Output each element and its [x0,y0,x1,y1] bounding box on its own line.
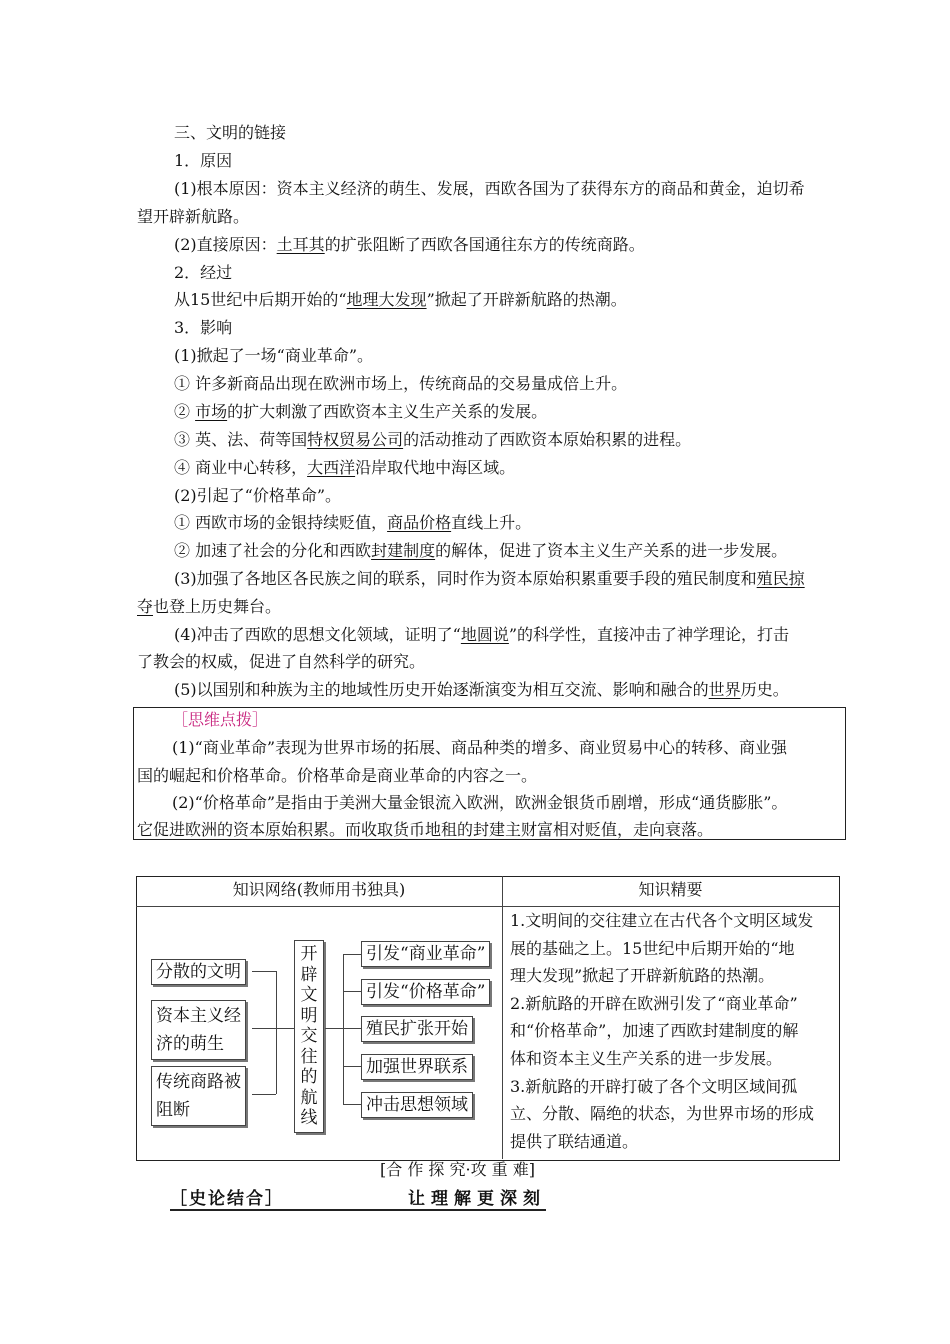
node-capitalism-emerging: 资本主义经 济的萌生 [151,1000,246,1060]
node-new-sea-routes: 开 辟 文 明 交 往 的 航 线 [294,940,324,1133]
effect-1c: ③ 英、法、荷等国特权贸易公司的活动推动了西欧资本原始积累的进程。 [174,430,692,449]
table-header-summary: 知识精要 [638,880,703,899]
table-column-divider [502,876,503,1159]
section-heading: 三、文明的链接 [174,123,287,142]
process-text: 从15世纪中后期开始的“地理大发现”掀起了开辟新航路的热潮。 [174,290,627,309]
effect-2a: ① 西欧市场的金银持续贬值，商品价格直线上升。 [174,513,532,532]
heading-effects: 3．影响 [174,318,233,337]
effect-1a: ① 许多新商品出现在欧洲市场上，传统商品的交易量成倍上升。 [174,374,628,393]
table-header-network: 知识网络(教师用书独具) [232,880,406,899]
summary-text: 1.文明间的交往建立在古代各个文明区域发 展的基础之上。15世纪中后期开始的“地 理大发现”掀起了开辟新航路的热潮。 2.新航路的开辟在欧洲引发了“商业革命” 和“价格革命”，加速了西欧封建制度的解 体和资本主义生产关系的进一步发展。 3.新航路的开辟打破了各个文明区域间孤 立、分散、隔绝的状态，为世界市场的形成 提供了联结通道。 [510,911,815,1151]
effect-5: (5)以国别和种族为主的地域性历史开始逐渐演变为相互交流、影响和融合的世界历史。 [174,680,789,699]
deeper-understanding-slogan: 让理解更深刻 [408,1189,546,1209]
cause-1-line1: (1)根本原因：资本主义经济的萌生、发展，西欧各国为了获得东方的商品和黄金，迫切希 [174,179,805,198]
effect-4-line1: (4)冲击了西欧的思想文化领域，证明了“地圆说”的科学性，直接冲击了神学理论，打击 [174,625,790,644]
thinking-title: ［思维点拨］ [172,710,269,729]
effect-3-line2: 夺也登上历史舞台。 [137,597,282,616]
node-world-connection: 加强世界联系 [361,1054,473,1080]
node-commercial-revolution: 引发“商业革命” [361,941,490,967]
effect-1b: ② 市场的扩大刺激了西欧资本主义生产关系的发展。 [174,402,548,421]
history-theory-tag: ［史论结合］ [170,1189,284,1209]
effect-3-line1: (3)加强了各地区各民族之间的联系，同时作为资本原始积累重要手段的殖民制度和殖民掠 [174,569,805,588]
effect-2: (2)引起了“价格革命”。 [174,486,342,505]
cause-2: (2)直接原因：土耳其的扩张阻断了西欧各国通往东方的传统商路。 [174,235,645,254]
node-price-revolution: 引发“价格革命” [361,979,490,1005]
cooperate-explore-label: [合 作 探 究·攻 重 难] [380,1160,536,1179]
effect-4-line2: 了教会的权威，促进了自然科学的研究。 [137,652,426,671]
heading-causes: 1．原因 [174,151,233,170]
section-underline [170,1209,546,1211]
node-ideology-impact: 冲击思想领域 [361,1092,473,1118]
effect-1d: ④ 商业中心转移，大西洋沿岸取代地中海区域。 [174,458,516,477]
node-scattered-civilizations: 分散的文明 [151,959,246,985]
effect-1: (1)掀起了一场“商业革命”。 [174,346,374,365]
heading-process: 2．经过 [174,263,233,282]
thinking-p1-line2: 国的崛起和价格革命。价格革命是商业革命的内容之一。 [137,766,538,785]
node-trade-routes-blocked: 传统商路被 阻断 [151,1066,246,1126]
thinking-p2-line1: (2)“价格革命”是指由于美洲大量金银流入欧洲，欧洲金银货币剧增，形成“通货膨胀”。 [172,793,788,812]
thinking-p1-line1: (1)“商业革命”表现为世界市场的拓展、商品种类的增多、商业贸易中心的转移、商业强 [172,738,788,757]
cause-1-line2: 望开辟新航路。 [137,207,250,226]
thinking-p2-line2: 它促进欧洲的资本原始积累。而收取货币地租的封建主财富相对贬值，走向衰落。 [137,820,714,839]
node-colonial-expansion: 殖民扩张开始 [361,1016,473,1042]
effect-2b: ② 加速了社会的分化和西欧封建制度的解体，促进了资本主义生产关系的进一步发展。 [174,541,788,560]
